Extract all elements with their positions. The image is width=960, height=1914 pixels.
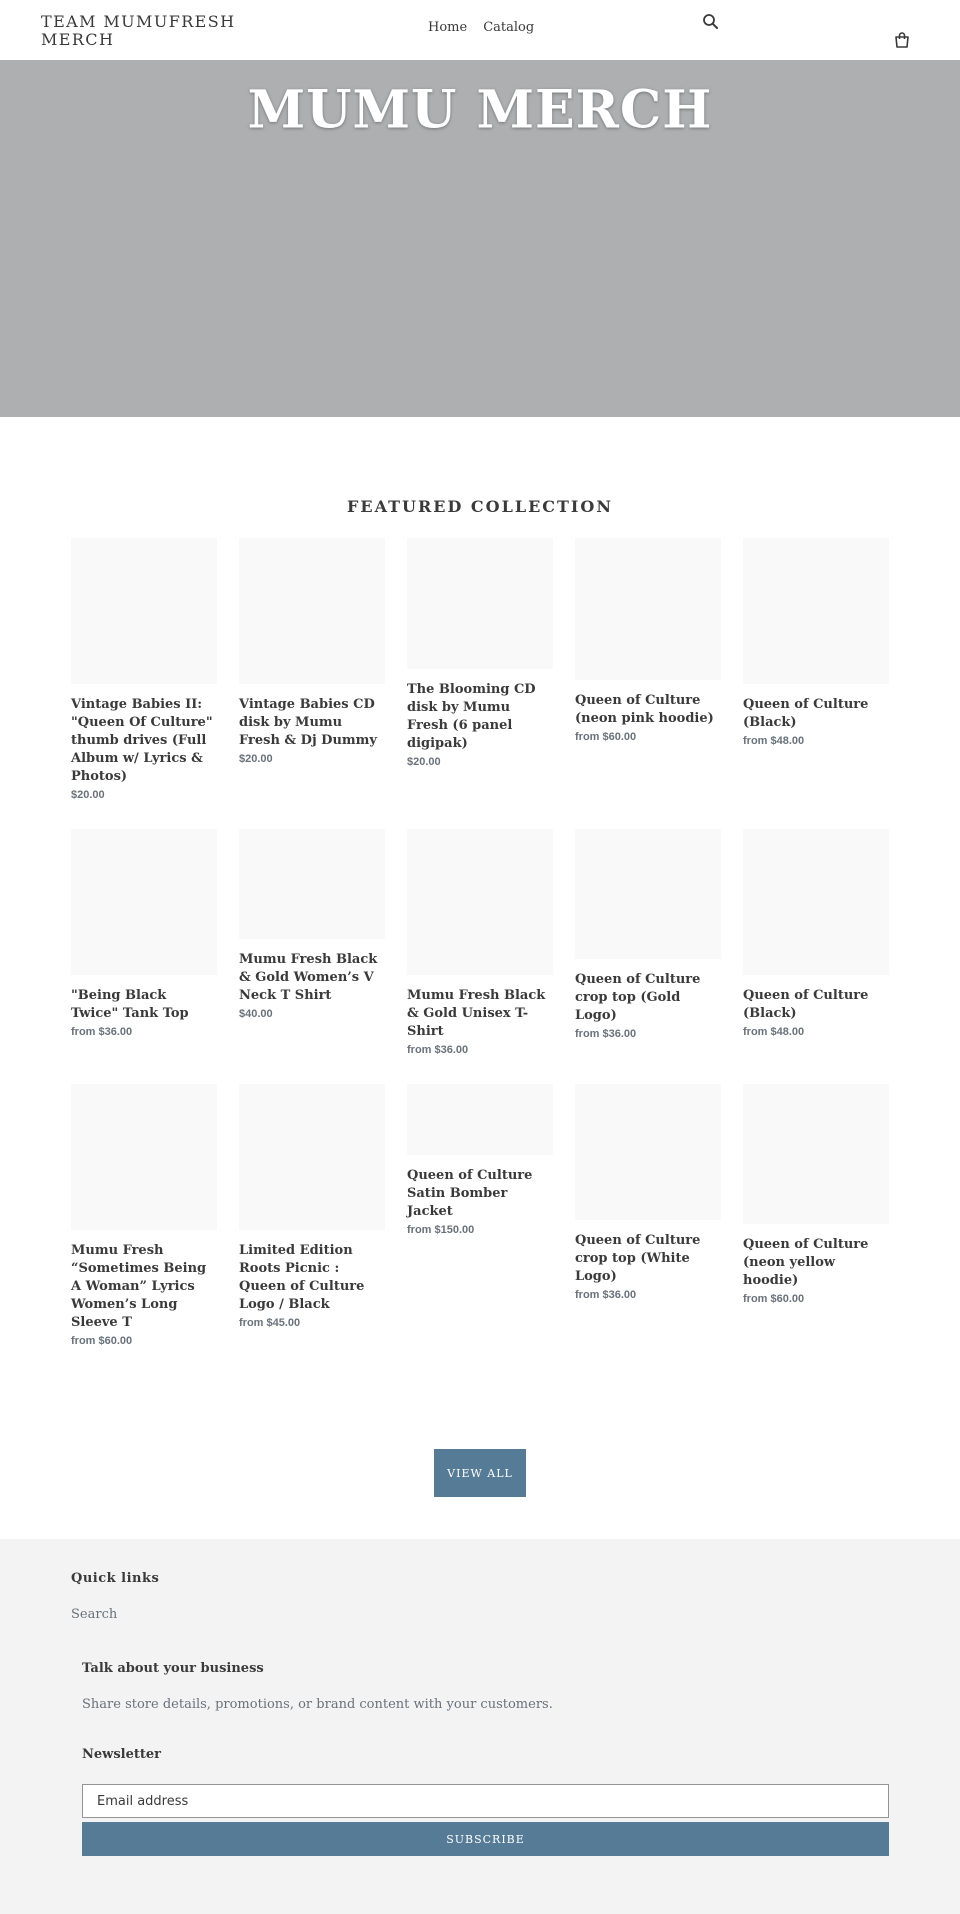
product-price: $20.00: [71, 789, 105, 801]
product-grid: [0, 538, 960, 1418]
product-title[interactable]: Limited Edition Roots Picnic : Queen of Culture Logo / Black: [239, 1243, 365, 1312]
product-card[interactable]: [239, 538, 385, 765]
product-image[interactable]: [407, 829, 553, 975]
product-title[interactable]: Queen of Culture crop top (Gold Logo): [575, 972, 701, 1023]
product-image[interactable]: [239, 1084, 385, 1230]
product-card[interactable]: [407, 538, 553, 768]
featured-collection-title: FEATURED COLLECTION: [347, 497, 613, 516]
product-price: from $48.00: [743, 735, 805, 747]
product-card[interactable]: [575, 1084, 721, 1301]
product-card[interactable]: [743, 538, 889, 747]
product-card[interactable]: [71, 1084, 217, 1347]
subscribe-button[interactable]: SUBSCRIBE: [82, 1822, 889, 1856]
product-title[interactable]: The Blooming CD disk by Mumu Fresh (6 panel digipak): [407, 682, 536, 751]
product-price: from $36.00: [407, 1044, 469, 1056]
product-image[interactable]: [71, 538, 217, 684]
site-footer: [0, 1539, 960, 1914]
product-image[interactable]: [575, 538, 721, 680]
hero-title: MUMU MERCH: [247, 79, 713, 141]
product-image[interactable]: [743, 829, 889, 975]
product-image[interactable]: [575, 1084, 721, 1220]
product-card[interactable]: [239, 1084, 385, 1329]
main-nav: [428, 20, 534, 35]
product-price: $20.00: [239, 753, 273, 765]
product-image[interactable]: [407, 538, 553, 669]
hero-banner: [0, 60, 960, 417]
product-card[interactable]: [71, 829, 217, 1038]
email-input[interactable]: [82, 1784, 889, 1818]
product-image[interactable]: [71, 1084, 217, 1230]
product-title[interactable]: Queen of Culture Satin Bomber Jacket: [407, 1168, 533, 1219]
product-card[interactable]: [239, 829, 385, 1020]
product-title[interactable]: Queen of Culture (Black): [743, 988, 869, 1021]
product-image[interactable]: [743, 1084, 889, 1224]
product-card[interactable]: [575, 829, 721, 1040]
product-card[interactable]: [743, 829, 889, 1038]
product-price: from $36.00: [575, 1289, 637, 1301]
footer-search-link[interactable]: Search: [71, 1607, 118, 1622]
product-price: from $150.00: [407, 1224, 475, 1236]
product-card[interactable]: [575, 538, 721, 743]
product-title[interactable]: Queen of Culture crop top (White Logo): [575, 1233, 701, 1284]
product-image[interactable]: [239, 538, 385, 684]
product-card[interactable]: [71, 538, 217, 801]
product-title[interactable]: Vintage Babies II: "Queen Of Culture" thumb drives (Full Album w/ Lyrics & Photos): [71, 697, 213, 784]
product-image[interactable]: [743, 538, 889, 684]
view-all-button[interactable]: VIEW ALL: [434, 1449, 526, 1497]
business-text: Share store details, promotions, or brand content with your customers.: [82, 1697, 553, 1712]
quick-links-title: Quick links: [71, 1571, 160, 1586]
brand-logo[interactable]: TEAM MUMUFRESH MERCH: [41, 12, 236, 49]
view-all-wrapper: [0, 1449, 960, 1497]
nav-catalog[interactable]: Catalog: [483, 20, 535, 35]
product-price: from $36.00: [575, 1028, 637, 1040]
product-price: from $60.00: [71, 1335, 133, 1347]
site-header: [0, 0, 960, 60]
product-title[interactable]: Mumu Fresh Black & Gold Women’s V Neck T Shirt: [239, 952, 378, 1003]
product-title[interactable]: "Being Black Twice" Tank Top: [71, 988, 189, 1021]
product-price: from $48.00: [743, 1026, 805, 1038]
product-title[interactable]: Vintage Babies CD disk by Mumu Fresh & Dj Dummy: [239, 697, 377, 748]
product-card[interactable]: [407, 1084, 553, 1236]
product-price: from $60.00: [743, 1293, 805, 1305]
product-price: $20.00: [407, 756, 441, 768]
product-card[interactable]: [743, 1084, 889, 1305]
product-image[interactable]: [71, 829, 217, 975]
product-price: from $45.00: [239, 1317, 301, 1329]
product-price: from $60.00: [575, 731, 637, 743]
nav-home[interactable]: Home: [428, 20, 468, 35]
product-title[interactable]: Queen of Culture (Black): [743, 697, 869, 730]
product-title[interactable]: Queen of Culture (neon pink hoodie): [575, 693, 714, 726]
product-price: from $36.00: [71, 1026, 133, 1038]
product-image[interactable]: [575, 829, 721, 959]
product-title[interactable]: Mumu Fresh “Sometimes Being A Woman” Lyrics Women’s Long Sleeve T: [71, 1243, 207, 1330]
product-title[interactable]: Mumu Fresh Black & Gold Unisex T-Shirt: [407, 988, 546, 1039]
cart-icon[interactable]: [893, 31, 911, 49]
product-title[interactable]: Queen of Culture (neon yellow hoodie): [743, 1237, 869, 1288]
product-image[interactable]: [239, 829, 385, 939]
business-title: Talk about your business: [82, 1661, 264, 1676]
product-image[interactable]: [407, 1084, 553, 1155]
search-icon[interactable]: [702, 13, 720, 31]
product-card[interactable]: [407, 829, 553, 1056]
newsletter-title: Newsletter: [82, 1747, 162, 1762]
product-price: $40.00: [239, 1008, 273, 1020]
